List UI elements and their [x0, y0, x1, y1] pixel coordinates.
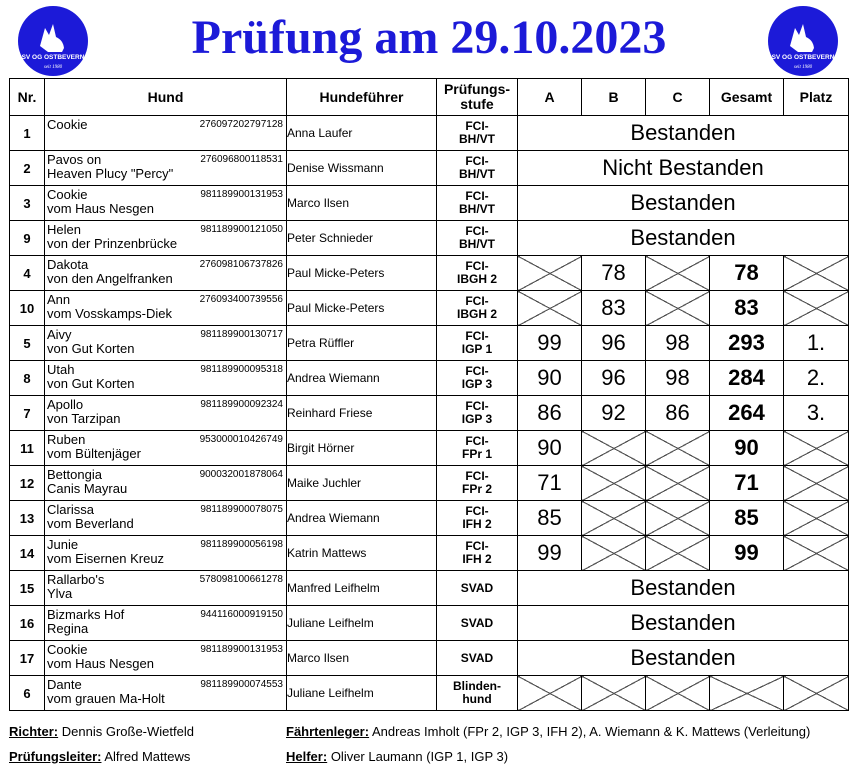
exam-level: FCI- IGP 3	[437, 361, 518, 396]
dog-name: Helen von der Prinzenbrücke	[47, 222, 178, 251]
score-b: 78	[582, 256, 646, 291]
table-row	[10, 606, 849, 641]
helfer-value: Oliver Laumann (IGP 1, IGP 3)	[330, 749, 509, 764]
score-c: 86	[646, 396, 710, 431]
dog-cell	[45, 606, 287, 641]
col-platz-header: Platz	[784, 79, 849, 116]
score-b: 92	[582, 396, 646, 431]
dog-name: Dante vom grauen Ma-Holt	[47, 677, 165, 706]
dog-name: Bettongia Canis Mayrau	[47, 467, 128, 496]
start-number: 17	[10, 641, 45, 676]
handler-name: Andrea Wiemann	[287, 361, 437, 396]
table-row	[10, 291, 849, 326]
dog-cell	[45, 186, 287, 221]
dog-name: Cookie vom Haus Nesgen	[47, 187, 154, 216]
score-b	[582, 431, 646, 466]
result-status: Bestanden	[518, 221, 849, 256]
exam-level: SVAD	[437, 606, 518, 641]
start-number: 8	[10, 361, 45, 396]
score-a: 99	[518, 326, 582, 361]
handler-name: Paul Micke-Peters	[287, 256, 437, 291]
score-c	[646, 676, 710, 711]
dog-cell	[45, 221, 287, 256]
dog-cell	[45, 396, 287, 431]
result-status: Bestanden	[518, 571, 849, 606]
chip-number: 981189900056198	[200, 539, 283, 550]
score-b	[582, 536, 646, 571]
chip-number: 981189900130717	[200, 329, 283, 340]
handler-name: Marco Ilsen	[287, 641, 437, 676]
logo-text-top: SV OG OSTBEVERN	[771, 54, 835, 61]
exam-level: FCI- FPr 2	[437, 466, 518, 501]
start-number: 16	[10, 606, 45, 641]
table-row	[10, 186, 849, 221]
score-b: 96	[582, 326, 646, 361]
start-number: 5	[10, 326, 45, 361]
table-body	[10, 116, 849, 711]
dog-name: Aivy von Gut Korten	[47, 327, 135, 356]
placement	[784, 536, 849, 571]
handler-name: Andrea Wiemann	[287, 501, 437, 536]
score-c	[646, 291, 710, 326]
placement	[784, 431, 849, 466]
score-total: 85	[710, 501, 784, 536]
chip-number: 944116000919150	[200, 609, 283, 620]
dog-cell	[45, 536, 287, 571]
exam-level: SVAD	[437, 571, 518, 606]
handler-name: Maike Juchler	[287, 466, 437, 501]
helfer-label: Helfer:	[286, 749, 328, 764]
chip-number: 900032001878064	[199, 469, 283, 480]
placement	[784, 676, 849, 711]
placement: 3.	[784, 396, 849, 431]
start-number: 12	[10, 466, 45, 501]
start-number: 7	[10, 396, 45, 431]
table-row	[10, 396, 849, 431]
score-total: 99	[710, 536, 784, 571]
faehrtenleger-label: Fährtenleger:	[286, 724, 370, 739]
col-nr-header: Nr.	[10, 79, 45, 116]
chip-number: 981189900078075	[200, 504, 283, 515]
handler-name: Denise Wissmann	[287, 151, 437, 186]
exam-level: FCI- BH/VT	[437, 116, 518, 151]
exam-level: FCI- IGP 1	[437, 326, 518, 361]
score-b: 83	[582, 291, 646, 326]
start-number: 6	[10, 676, 45, 711]
result-status: Bestanden	[518, 606, 849, 641]
score-c: 98	[646, 361, 710, 396]
score-a: 71	[518, 466, 582, 501]
dog-name: Ann vom Vosskamps-Diek	[47, 292, 172, 321]
exam-level: FCI- IFH 2	[437, 536, 518, 571]
dog-cell	[45, 151, 287, 186]
start-number: 9	[10, 221, 45, 256]
score-b: 96	[582, 361, 646, 396]
score-total: 293	[710, 326, 784, 361]
table-row	[10, 256, 849, 291]
chip-number: 981189900095318	[200, 364, 283, 375]
col-gesamt-header: Gesamt	[710, 79, 784, 116]
handler-name: Juliane Leifhelm	[287, 676, 437, 711]
dog-name: Dakota von den Angelfranken	[47, 257, 173, 286]
placement: 2.	[784, 361, 849, 396]
start-number: 10	[10, 291, 45, 326]
pruefungsleiter-label: Prüfungsleiter:	[9, 749, 102, 764]
dog-cell	[45, 641, 287, 676]
logo-text-bottom: seit 1980	[793, 65, 813, 70]
score-total: 90	[710, 431, 784, 466]
exam-level: FCI- IFH 2	[437, 501, 518, 536]
col-hundefuehrer-header: Hundeführer	[287, 79, 437, 116]
table-row	[10, 151, 849, 186]
score-b	[582, 501, 646, 536]
exam-level: SVAD	[437, 641, 518, 676]
table-row	[10, 536, 849, 571]
score-a: 90	[518, 431, 582, 466]
footer-pruefungsleiter	[9, 749, 190, 764]
chip-number: 981189900131953	[200, 189, 283, 200]
logo-text-bottom: seit 1980	[43, 65, 63, 70]
chip-number: 981189900092324	[200, 399, 283, 410]
col-a-header: A	[518, 79, 582, 116]
table-row	[10, 361, 849, 396]
start-number: 15	[10, 571, 45, 606]
dog-name: Ruben vom Bültenjäger	[47, 432, 141, 461]
placement	[784, 466, 849, 501]
footer-faehrtenleger	[286, 724, 810, 739]
chip-number: 981189900121050	[200, 224, 283, 235]
dog-name: Cookie	[47, 117, 88, 132]
chip-number: 276096800118531	[200, 154, 283, 165]
score-total: 264	[710, 396, 784, 431]
handler-name: Marco Ilsen	[287, 186, 437, 221]
faehrtenleger-value: Andreas Imholt (FPr 2, IGP 3, IFH 2), A. Wiemann & K. Mattews (Verleitung)	[371, 724, 811, 739]
table-row	[10, 466, 849, 501]
handler-name: Anna Laufer	[287, 116, 437, 151]
score-a	[518, 291, 582, 326]
score-total: 78	[710, 256, 784, 291]
dog-cell	[45, 256, 287, 291]
chip-number: 276097202797128	[199, 119, 283, 130]
score-c	[646, 466, 710, 501]
dog-cell	[45, 326, 287, 361]
results-table	[9, 78, 849, 711]
dog-name: Clarissa vom Beverland	[47, 502, 134, 531]
table-row	[10, 221, 849, 256]
chip-number: 981189900074553	[200, 679, 283, 690]
score-c	[646, 501, 710, 536]
richter-value: Dennis Große-Wietfeld	[61, 724, 194, 739]
placement	[784, 291, 849, 326]
exam-level: FCI- BH/VT	[437, 151, 518, 186]
result-status: Bestanden	[518, 116, 849, 151]
col-b-header: B	[582, 79, 646, 116]
score-total	[710, 676, 784, 711]
table-row	[10, 676, 849, 711]
handler-name: Juliane Leifhelm	[287, 606, 437, 641]
start-number: 2	[10, 151, 45, 186]
score-a: 85	[518, 501, 582, 536]
dog-name: Junie vom Eisernen Kreuz	[47, 537, 165, 566]
table-row	[10, 501, 849, 536]
table-row	[10, 641, 849, 676]
exam-level: FCI- FPr 1	[437, 431, 518, 466]
footer-richter	[9, 724, 194, 739]
dog-cell	[45, 431, 287, 466]
table-row	[10, 116, 849, 151]
score-a: 90	[518, 361, 582, 396]
handler-name: Manfred Leifhelm	[287, 571, 437, 606]
start-number: 4	[10, 256, 45, 291]
table-header-row	[10, 79, 849, 116]
handler-name: Reinhard Friese	[287, 396, 437, 431]
score-total: 83	[710, 291, 784, 326]
dog-cell	[45, 676, 287, 711]
pruefungsleiter-value: Alfred Mattews	[104, 749, 191, 764]
col-c-header: C	[646, 79, 710, 116]
dog-cell	[45, 571, 287, 606]
table-row	[10, 571, 849, 606]
start-number: 14	[10, 536, 45, 571]
score-b	[582, 676, 646, 711]
chip-number: 981189900131953	[200, 644, 283, 655]
score-c: 98	[646, 326, 710, 361]
score-total: 284	[710, 361, 784, 396]
result-status: Bestanden	[518, 641, 849, 676]
dog-name: Cookie vom Haus Nesgen	[47, 642, 154, 671]
chip-number: 953000010426749	[199, 434, 283, 445]
score-c	[646, 536, 710, 571]
dog-cell	[45, 291, 287, 326]
score-a: 86	[518, 396, 582, 431]
start-number: 11	[10, 431, 45, 466]
score-a: 99	[518, 536, 582, 571]
handler-name: Petra Rüffler	[287, 326, 437, 361]
score-total: 71	[710, 466, 784, 501]
dog-name: Bizmarks Hof Regina	[47, 607, 125, 636]
dog-cell	[45, 116, 287, 151]
score-a	[518, 256, 582, 291]
table-row	[10, 431, 849, 466]
placement	[784, 501, 849, 536]
start-number: 1	[10, 116, 45, 151]
handler-name: Paul Micke-Peters	[287, 291, 437, 326]
placement: 1.	[784, 326, 849, 361]
col-hund-header: Hund	[45, 79, 287, 116]
exam-level: FCI- IGP 3	[437, 396, 518, 431]
score-a	[518, 676, 582, 711]
table-row	[10, 326, 849, 361]
footer-helfer	[286, 749, 508, 764]
dog-cell	[45, 501, 287, 536]
dog-cell	[45, 361, 287, 396]
richter-label: Richter:	[9, 724, 59, 739]
start-number: 3	[10, 186, 45, 221]
handler-name: Peter Schnieder	[287, 221, 437, 256]
chip-number: 276098106737826	[199, 259, 283, 270]
result-status: Nicht Bestanden	[518, 151, 849, 186]
dog-name: Pavos on Heaven Plucy "Percy"	[47, 152, 174, 181]
page-title: Prüfung am 29.10.2023	[191, 11, 667, 64]
exam-level: Blinden- hund	[437, 676, 518, 711]
result-status: Bestanden	[518, 186, 849, 221]
score-c	[646, 256, 710, 291]
start-number: 13	[10, 501, 45, 536]
placement	[784, 256, 849, 291]
chip-number: 578098100661278	[199, 574, 283, 585]
handler-name: Birgit Hörner	[287, 431, 437, 466]
exam-level: FCI- IBGH 2	[437, 291, 518, 326]
exam-level: FCI- BH/VT	[437, 186, 518, 221]
score-b	[582, 466, 646, 501]
dog-name: Apollo von Tarzipan	[47, 397, 121, 426]
logo-text-top: SV OG OSTBEVERN	[21, 54, 85, 61]
handler-name: Katrin Mattews	[287, 536, 437, 571]
col-pruefungsstufe-header: Prüfungs- stufe	[437, 79, 518, 116]
exam-level: FCI- IBGH 2	[437, 256, 518, 291]
score-c	[646, 431, 710, 466]
exam-level: FCI- BH/VT	[437, 221, 518, 256]
dog-name: Rallarbo's Ylva	[47, 572, 105, 601]
chip-number: 276093400739556	[199, 294, 283, 305]
dog-name: Utah von Gut Korten	[47, 362, 135, 391]
dog-cell	[45, 466, 287, 501]
